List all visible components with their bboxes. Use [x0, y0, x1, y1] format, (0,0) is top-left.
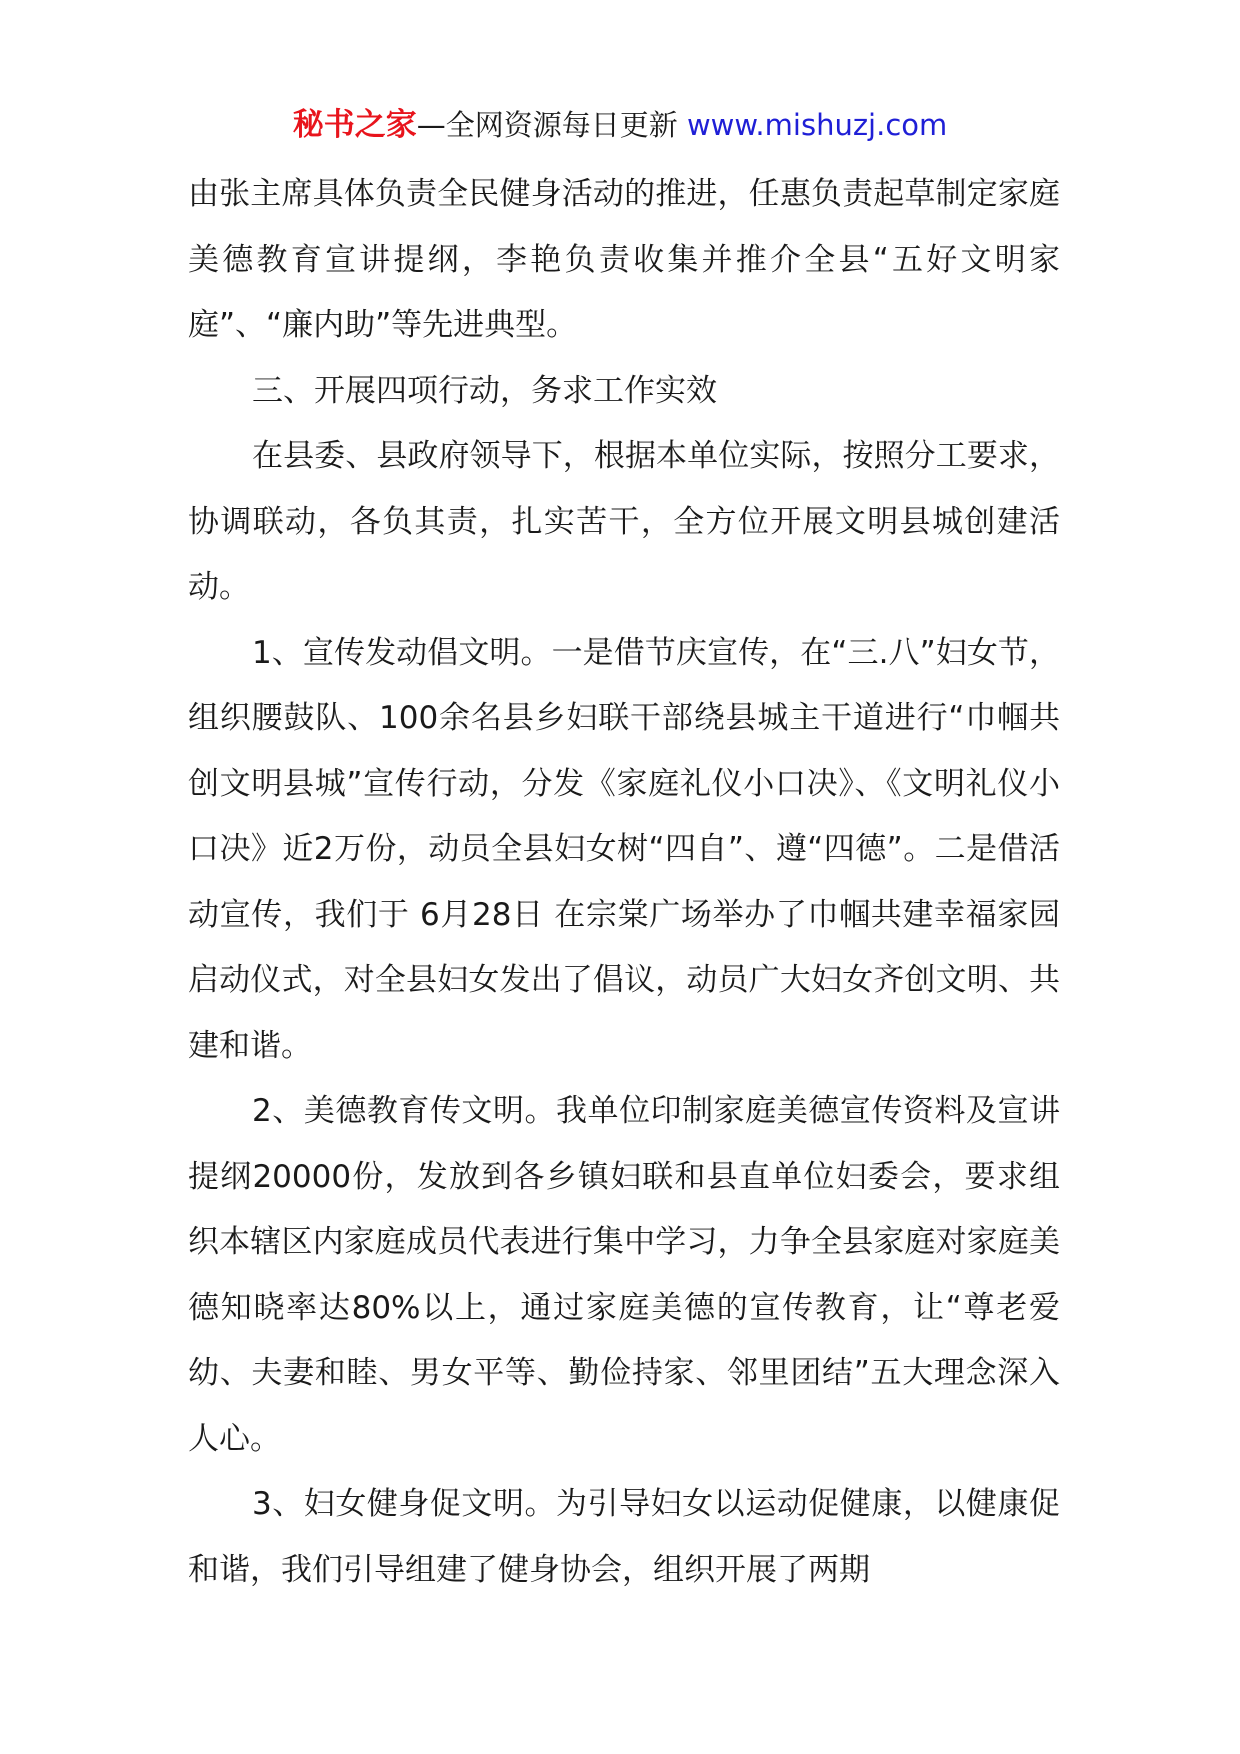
paragraph: 2、美德教育传文明。我单位印制家庭美德宣传资料及宣讲提纲20000份，发放到各乡镇妇联和县直单位妇委会，要求组织本辖区内家庭成员代表进行集中学习，力争全县家庭对家庭美德知晓率达80%以上，通过家庭美德的宣传教育，让“尊老爱幼、夫妻和睦、男女平等、勤俭持家、邻里团结”五大理念深入人心。 — [188, 1093, 1060, 1457]
brand-name: 秘书之家 — [292, 107, 417, 143]
paragraph: 3、妇女健身促文明。为引导妇女以运动促健康，以健康促和谐，我们引导组建了健身协会，组织开展了两期 — [188, 1486, 1060, 1588]
section-heading: 三、开展四项行动，务求工作实效 — [252, 372, 717, 409]
page-header — [0, 100, 1240, 150]
paragraph: 1、宣传发动倡文明。一是借节庆宣传，在“三.八”妇女节，组织腰鼓队、100余名县乡妇联干部绕县城主干道进行“巾帼共创文明县城”宣传行动，分发《家庭礼仪小口决》、《文明礼仪小口决》近2万份，动员全县妇女树“四自”、遵“四德”。二是借活动宣传，我们于 6月28日 在宗棠广场举办了巾帼共建幸福家园启动仪式，对全县妇女发出了倡议，动员广大妇女齐创文明、共建和谐。 — [188, 634, 1060, 1064]
header-tagline: —全网资源每日更新 — [416, 108, 687, 142]
paragraph-continuation: 由张主席具体负责全民健身活动的推进，任惠负责起草制定家庭美德教育宣讲提纲，李艳负责收集并推介全县“五好文明家庭”、“廉内助”等先进典型。 — [188, 176, 1060, 343]
paragraph: 在县委、县政府领导下，根据本单位实际，按照分工要求，协调联动，各负其责，扎实苦干，全方位开展文明县城创建活动。 — [188, 438, 1060, 605]
document-body — [188, 162, 1060, 1603]
site-url-link[interactable]: www.mishuzj.com — [686, 108, 948, 142]
